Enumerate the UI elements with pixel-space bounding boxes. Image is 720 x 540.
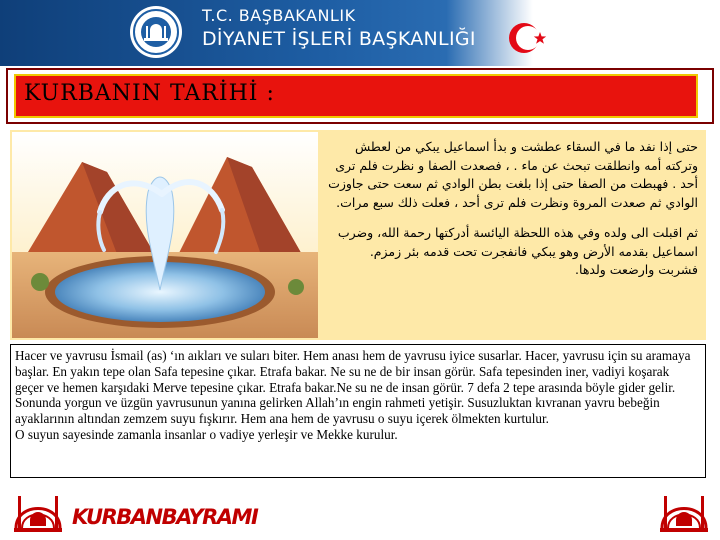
footer-title: KURBANBAYRAMI <box>72 505 258 529</box>
turkish-paragraph-2: O suyun sayesinde zamanla insanlar o vadiye yerleşir ve Mekke kurulur. <box>15 426 398 442</box>
zamzam-spring-illustration <box>12 132 318 338</box>
turkish-text-box <box>10 344 706 478</box>
arabic-paragraph-1: حتى إذا نفد ما في السقاء عطشت و بدأ اسماعيل يبكي من لعطش وتركته أمه وانطلقت تبحث عن ماء . ، فصعدت الصفا و نظرت فلم ترى أحد . فهبطت من الصفا حتى إذا بلغت بطن الوادي ثم سعت حتى جاوزت الوادي ثم صعدت المروة ونظرت فلم ترى أحد ، فعلت ذلك سبع مرات. <box>328 139 698 210</box>
arabic-paragraph-2: ثم اقبلت الى ولده وفي هذه اللحظة اليائسة أدركتها رحمة الله، وضرب اسماعيل بقدمه الأرض وهو يبكي فانفجرت تحت قدمه بئر زمزم. فشربت وارضعت ولدها. <box>337 225 698 277</box>
turkish-paragraph-1: Hacer ve yavrusu İsmail (as) ‘ın aıkları ve suları biter. Hem anası hem de yavrusu iyice susarlar. Hacer, yavrusu için su aramaya başlar. En yakın tepe olan Safa tepesine çıkar. Etrafa bakar. Ne su ne de bir insan görür. Safa tepesinden iner, vadiyi koşarak geçer ve hemen karşıdaki Merve tepesine çıkar. Etrafa bakar.Ne su ne de insan görür. 7 defa 2 tepe arasında böyle gider gelir. Sonunda yorgun ve üzgün yavrusunun yanına gelirken Allah’ın engin rahmeti yetişir. Susuzluktan kıvranan yavru bebeğin ayaklarının altından zemzem suyu fışkırır. Hem ana hem de yavrusu o suyu içerek ölmekten kurtulur. <box>15 348 691 427</box>
header-band <box>0 0 720 66</box>
diyanet-seal-icon <box>128 4 184 60</box>
content-panel <box>10 130 706 340</box>
arabic-text <box>328 138 698 292</box>
mosque-emblem-icon <box>656 482 712 536</box>
header-ministry-text: T.C. BAŞBAKANLIK <box>202 6 356 25</box>
header-directorate-text: DİYANET İŞLERİ BAŞKANLIĞI <box>202 28 476 50</box>
title-band <box>6 68 714 124</box>
mosque-emblem-icon <box>10 482 66 536</box>
crescent-star-icon <box>506 16 550 60</box>
page-title: KURBANIN TARİHİ : <box>24 81 275 106</box>
title-box <box>14 74 698 118</box>
